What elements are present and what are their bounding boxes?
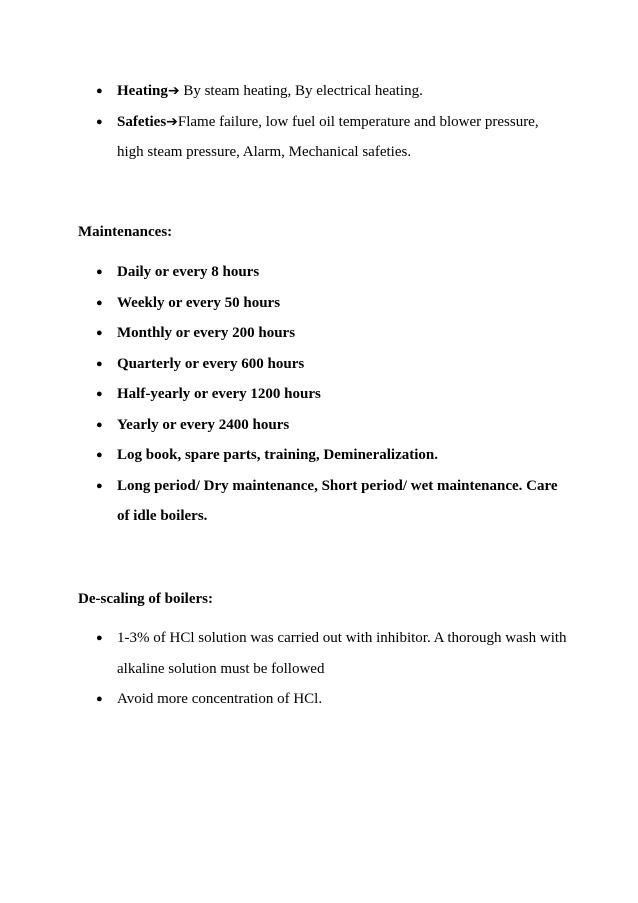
maintenance-list	[0, 257, 638, 532]
right-arrow-icon: ➔	[166, 113, 178, 130]
maintenance-item: Daily or every 8 hours	[117, 264, 260, 280]
bullet-icon: ●	[96, 449, 103, 461]
maintenance-item: Log book, spare parts, training, Demineralization.	[117, 447, 438, 463]
feature-label: Heating	[117, 83, 168, 99]
list-item	[0, 410, 638, 441]
maintenance-item: Monthly or every 200 hours	[117, 325, 296, 341]
maintenance-item: Quarterly or every 600 hours	[117, 355, 305, 372]
list-item	[0, 257, 638, 288]
descaling-item: 1-3% of HCl solution was carried out with inhibitor. A thorough wash with alkaline solution must be followed	[117, 630, 567, 677]
bullet-icon: ●	[96, 85, 103, 97]
bullet-icon: ●	[96, 296, 103, 309]
list-item	[0, 379, 638, 410]
bullet-icon: ●	[96, 115, 103, 128]
bullet-icon: ●	[96, 266, 103, 278]
bullet-icon: ●	[96, 357, 103, 370]
right-arrow-icon: ➔	[167, 83, 180, 99]
descaling-list	[0, 623, 638, 715]
maintenance-heading: Maintenances:	[78, 224, 173, 240]
maintenance-item: Long period/ Dry maintenance, Short period/ wet maintenance. Care of idle boilers.	[117, 477, 558, 524]
features-list	[0, 76, 638, 168]
list-item	[0, 440, 638, 471]
maintenance-item: Yearly or every 2400 hours	[117, 416, 290, 433]
descaling-heading: De-scaling of boilers:	[78, 591, 213, 607]
list-item	[0, 471, 638, 532]
bullet-icon: ●	[96, 418, 103, 431]
bullet-icon: ●	[96, 632, 103, 644]
bullet-icon: ●	[96, 693, 103, 705]
feature-label: Safeties	[117, 113, 167, 130]
list-item	[0, 349, 638, 380]
feature-text: By steam heating, By electrical heating.	[179, 83, 423, 99]
list-item	[0, 76, 638, 107]
list-item	[0, 318, 638, 349]
list-item	[0, 684, 638, 715]
maintenance-item: Half-yearly or every 1200 hours	[117, 386, 321, 402]
descaling-item: Avoid more concentration of HCl.	[117, 691, 323, 707]
bullet-icon: ●	[96, 479, 103, 492]
list-item	[0, 288, 638, 319]
bullet-icon: ●	[96, 327, 103, 339]
bullet-icon: ●	[96, 388, 103, 400]
list-item	[0, 107, 638, 168]
feature-text: Flame failure, low fuel oil temperature and blower pressure, high steam pressure, Alarm, Mechanical safeties.	[117, 113, 539, 160]
maintenance-item: Weekly or every 50 hours	[117, 294, 281, 311]
list-item	[0, 623, 638, 684]
